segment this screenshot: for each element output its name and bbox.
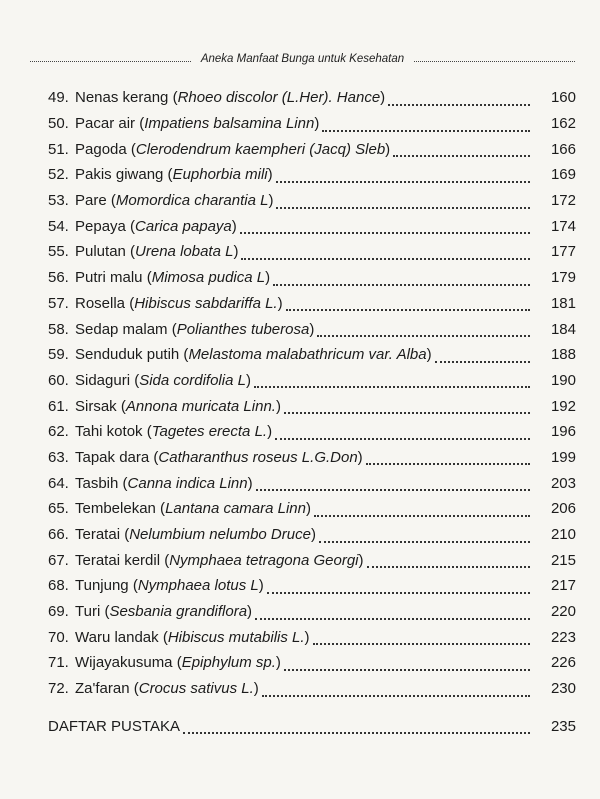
running-header — [30, 48, 575, 70]
entry-latin-name: Melastoma malabathricum var. Alba — [188, 346, 427, 364]
entry-title: Senduduk putih (Melastoma malabathricum var. Alba) — [75, 346, 432, 364]
table-of-contents — [48, 85, 576, 702]
entry-latin-name: Catharanthus roseus L.G.Don — [158, 448, 358, 466]
entry-page-number: 179 — [550, 269, 576, 287]
toc-entry — [48, 162, 576, 188]
entry-common-name: Nenas kerang — [75, 89, 169, 107]
entry-common-name: Tunjung — [75, 577, 129, 595]
entry-latin-name: Crocus sativus L. — [138, 680, 254, 698]
entry-page-number: 166 — [550, 140, 576, 158]
dot-leader — [255, 604, 530, 620]
toc-entry — [48, 316, 576, 342]
entry-title: Pare (Momordica charantia L) — [75, 192, 274, 210]
entry-page-number: 192 — [550, 397, 576, 415]
entry-common-name: Tembelekan — [75, 500, 156, 518]
entry-common-name: Waru landak — [75, 628, 159, 646]
entry-common-name: Pagoda — [75, 140, 127, 158]
entry-page-number: 174 — [550, 217, 576, 235]
entry-page-number: 162 — [550, 115, 576, 133]
toc-entry — [48, 547, 576, 573]
dot-leader — [273, 270, 530, 286]
toc-entry — [48, 676, 576, 702]
dot-leader — [286, 295, 530, 311]
dot-leader — [313, 629, 530, 645]
entry-title: Tapak dara (Catharanthus roseus L.G.Don) — [75, 448, 363, 466]
entry-common-name: Sedap malam — [75, 320, 168, 338]
entry-title: Teratai kerdil (Nymphaea tetragona Georgi) — [75, 551, 364, 569]
dot-leader — [275, 424, 530, 440]
bibliography-entry — [48, 713, 576, 739]
entry-page-number: 199 — [550, 448, 576, 466]
entry-title: Teratai (Nelumbium nelumbo Druce) — [75, 526, 316, 544]
header-title: Aneka Manfaat Bunga untuk Kesehatan — [200, 53, 405, 65]
dot-leader — [267, 578, 530, 594]
toc-entry — [48, 496, 576, 522]
entry-title: Pulutan (Urena lobata L) — [75, 243, 239, 261]
entry-number: 70. — [48, 628, 69, 646]
entry-number: 51. — [48, 140, 69, 158]
entry-page-number: 206 — [550, 500, 576, 518]
entry-title: Tahi kotok (Tagetes erecta L.) — [75, 423, 273, 441]
entry-common-name: Putri malu — [75, 269, 143, 287]
entry-page-number: 177 — [550, 243, 576, 261]
entry-page-number: 188 — [550, 346, 576, 364]
entry-title: Sedap malam (Polianthes tuberosa) — [75, 320, 315, 338]
dot-leader — [262, 681, 530, 697]
entry-number: 56. — [48, 269, 69, 287]
entry-title: Pacar air (Impatiens balsamina Linn) — [75, 115, 320, 133]
entry-number: 58. — [48, 320, 69, 338]
entry-title: Rosella (Hibiscus sabdariffa L.) — [75, 294, 283, 312]
entry-page-number: 190 — [550, 371, 576, 389]
dot-leader — [435, 347, 530, 363]
toc-entry — [48, 239, 576, 265]
toc-entry — [48, 393, 576, 419]
dot-leader — [284, 398, 530, 414]
entry-page-number: 184 — [550, 320, 576, 338]
dot-leader — [284, 655, 530, 671]
entry-common-name: Tapak dara — [75, 448, 150, 466]
toc-entry — [48, 419, 576, 445]
entry-common-name: Pepaya — [75, 217, 126, 235]
entry-number: 69. — [48, 603, 69, 621]
dot-leader — [240, 218, 530, 234]
entry-title: Za'faran (Crocus sativus L.) — [75, 680, 259, 698]
entry-latin-name: Polianthes tuberosa — [176, 320, 310, 338]
entry-title: Sirsak (Annona muricata Linn.) — [75, 397, 281, 415]
entry-common-name: Teratai kerdil — [75, 551, 161, 569]
entry-number: 71. — [48, 654, 69, 672]
entry-title: Pagoda (Clerodendrum kaempheri (Jacq) Sleb) — [75, 140, 391, 158]
entry-number: 57. — [48, 294, 69, 312]
entry-common-name: Za'faran — [75, 680, 130, 698]
entry-latin-name: Impatiens balsamina Linn — [144, 115, 315, 133]
entry-latin-name: Epiphylum sp. — [181, 654, 276, 672]
toc-entry — [48, 136, 576, 162]
entry-latin-name: Hibiscus sabdariffa L. — [134, 294, 278, 312]
toc-entry — [48, 650, 576, 676]
dot-leader — [388, 90, 530, 106]
entry-common-name: Tahi kotok — [75, 423, 143, 441]
entry-title: Waru landak (Hibiscus mutabilis L.) — [75, 628, 310, 646]
entry-common-name: Sirsak — [75, 397, 117, 415]
entry-page-number: 196 — [550, 423, 576, 441]
toc-entry — [48, 624, 576, 650]
entry-number: 72. — [48, 680, 69, 698]
entry-common-name: Pacar air — [75, 115, 136, 133]
dot-leader — [319, 527, 530, 543]
entry-page-number: 217 — [550, 577, 576, 595]
entry-title: Tunjung (Nymphaea lotus L) — [75, 577, 264, 595]
dot-leader — [367, 552, 531, 568]
bibliography-label: DAFTAR PUSTAKA — [48, 717, 180, 735]
entry-latin-name: Mimosa pudica L — [151, 269, 266, 287]
entry-latin-name: Lantana camara Linn — [165, 500, 306, 518]
entry-number: 60. — [48, 371, 69, 389]
toc-entry — [48, 85, 576, 111]
entry-common-name: Rosella — [75, 294, 126, 312]
toc-entry — [48, 445, 576, 471]
entry-title: Tembelekan (Lantana camara Linn) — [75, 500, 311, 518]
entry-common-name: Sidaguri — [75, 371, 131, 389]
entry-latin-name: Sida cordifolia L — [139, 371, 246, 389]
dot-leader — [183, 718, 530, 734]
dot-leader — [314, 501, 530, 517]
entry-number: 68. — [48, 577, 69, 595]
entry-latin-name: Tagetes erecta L. — [151, 423, 268, 441]
toc-entry — [48, 213, 576, 239]
entry-page-number: 226 — [550, 654, 576, 672]
entry-title: Wijayakusuma (Epiphylum sp.) — [75, 654, 281, 672]
entry-page-number: 181 — [550, 294, 576, 312]
entry-page-number: 223 — [550, 628, 576, 646]
entry-common-name: Pare — [75, 192, 107, 210]
toc-entry — [48, 573, 576, 599]
entry-latin-name: Urena lobata L — [135, 243, 234, 261]
entry-number: 66. — [48, 526, 69, 544]
entry-common-name: Turi — [75, 603, 101, 621]
entry-page-number: 215 — [550, 551, 576, 569]
entry-common-name: Pakis giwang — [75, 166, 164, 184]
entry-page-number: 220 — [550, 603, 576, 621]
entry-number: 61. — [48, 397, 69, 415]
entry-common-name: Wijayakusuma — [75, 654, 173, 672]
toc-entry — [48, 470, 576, 496]
entry-title: Sidaguri (Sida cordifolia L) — [75, 371, 251, 389]
entry-number: 62. — [48, 423, 69, 441]
entry-number: 63. — [48, 448, 69, 466]
entry-title: Putri malu (Mimosa pudica L) — [75, 269, 271, 287]
header-rule-right — [414, 61, 575, 62]
entry-latin-name: Nelumbium nelumbo Druce — [129, 526, 311, 544]
entry-number: 67. — [48, 551, 69, 569]
entry-number: 49. — [48, 89, 69, 107]
entry-page-number: 203 — [550, 474, 576, 492]
entry-latin-name: Sesbania grandiflora — [109, 603, 248, 621]
entry-number: 65. — [48, 500, 69, 518]
entry-common-name: Senduduk putih — [75, 346, 180, 364]
entry-latin-name: Annona muricata Linn. — [125, 397, 276, 415]
toc-entry — [48, 522, 576, 548]
entry-common-name: Pulutan — [75, 243, 126, 261]
entry-title: Pakis giwang (Euphorbia mili) — [75, 166, 273, 184]
entry-latin-name: Clerodendrum kaempheri (Jacq) Sleb — [135, 140, 386, 158]
entry-title: Tasbih (Canna indica Linn) — [75, 474, 253, 492]
entry-title: Pepaya (Carica papaya) — [75, 217, 237, 235]
entry-page-number: 172 — [550, 192, 576, 210]
entry-number: 54. — [48, 217, 69, 235]
entry-latin-name: Euphorbia mili — [172, 166, 268, 184]
dot-leader — [393, 141, 530, 157]
dot-leader — [256, 475, 530, 491]
entry-number: 64. — [48, 474, 69, 492]
toc-entry — [48, 368, 576, 394]
entry-page-number: 160 — [550, 89, 576, 107]
entry-title: Turi (Sesbania grandiflora) — [75, 603, 253, 621]
entry-title: Nenas kerang (Rhoeo discolor (L.Her). Hance) — [75, 89, 386, 107]
entry-page-number: 210 — [550, 526, 576, 544]
dot-leader — [317, 321, 530, 337]
dot-leader — [276, 193, 530, 209]
entry-number: 50. — [48, 115, 69, 133]
entry-latin-name: Rhoeo discolor (L.Her). Hance — [177, 89, 381, 107]
header-rule-left — [30, 61, 191, 62]
entry-common-name: Teratai — [75, 526, 121, 544]
bibliography-page: 235 — [550, 717, 576, 735]
entry-latin-name: Carica papaya — [135, 217, 232, 235]
toc-entry — [48, 265, 576, 291]
entry-number: 53. — [48, 192, 69, 210]
dot-leader — [241, 244, 530, 260]
dot-leader — [366, 449, 530, 465]
toc-entry — [48, 291, 576, 317]
entry-page-number: 230 — [550, 680, 576, 698]
entry-latin-name: Canna indica Linn — [127, 474, 248, 492]
toc-entry — [48, 342, 576, 368]
entry-common-name: Tasbih — [75, 474, 119, 492]
entry-latin-name: Hibiscus mutabilis L. — [167, 628, 305, 646]
dot-leader — [322, 116, 530, 132]
entry-latin-name: Momordica charantia L — [115, 192, 269, 210]
entry-number: 52. — [48, 166, 69, 184]
toc-entry — [48, 188, 576, 214]
entry-page-number: 169 — [550, 166, 576, 184]
entry-number: 55. — [48, 243, 69, 261]
dot-leader — [254, 372, 530, 388]
entry-latin-name: Nymphaea tetragona Georgi — [169, 551, 359, 569]
dot-leader — [276, 167, 530, 183]
toc-entry — [48, 599, 576, 625]
entry-number: 59. — [48, 346, 69, 364]
toc-entry — [48, 111, 576, 137]
entry-latin-name: Nymphaea lotus L — [137, 577, 259, 595]
